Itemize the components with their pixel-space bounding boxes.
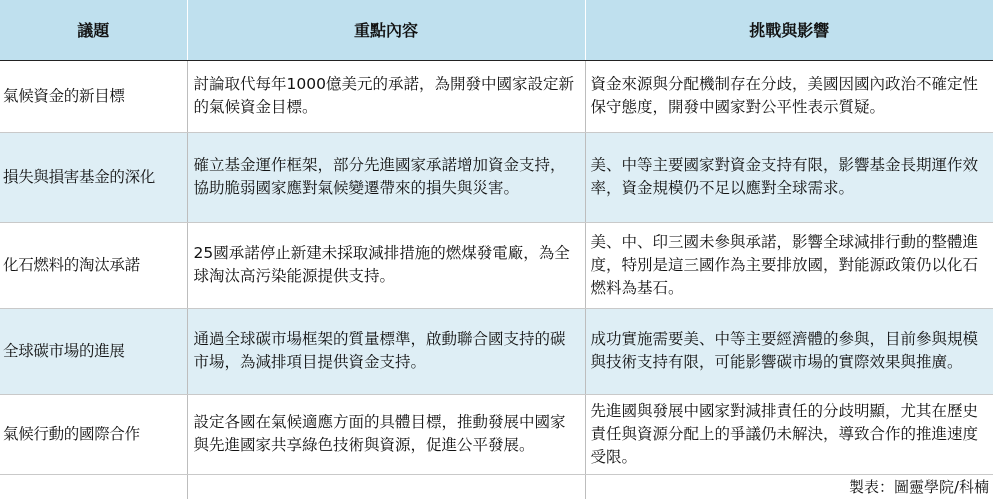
table-footer-row	[0, 474, 993, 499]
row-topic: 氣候行動的國際合作	[0, 394, 187, 474]
row-challenge: 美、中、印三國未參與承諾，影響全球減排行動的整體進度，特別是這三國作為主要排放國，對能源政策仍以化石燃料為基石。	[585, 222, 993, 308]
row-topic: 損失與損害基金的深化	[0, 132, 187, 222]
row-topic: 全球碳市場的進展	[0, 308, 187, 394]
row-content: 討論取代每年1000億美元的承諾，為開發中國家設定新的氣候資金目標。	[187, 60, 585, 132]
header-topic: 議題	[0, 0, 187, 60]
table-row	[0, 394, 993, 474]
row-content: 通過全球碳市場框架的質量標準，啟動聯合國支持的碳市場，為減排項目提供資金支持。	[187, 308, 585, 394]
footer-empty-cell	[187, 474, 585, 499]
header-challenge: 挑戰與影響	[585, 0, 993, 60]
row-content: 25國承諾停止新建未採取減排措施的燃煤發電廠，為全球淘汰高污染能源提供支持。	[187, 222, 585, 308]
table-row	[0, 222, 993, 308]
row-content: 設定各國在氣候適應方面的具體目標，推動發展中國家與先進國家共享綠色技術與資源，促進公平發展。	[187, 394, 585, 474]
row-challenge: 美、中等主要國家對資金支持有限，影響基金長期運作效率，資金規模仍不足以應對全球需求。	[585, 132, 993, 222]
row-topic: 氣候資金的新目標	[0, 60, 187, 132]
header-content: 重點內容	[187, 0, 585, 60]
row-challenge: 先進國與發展中國家對減排責任的分歧明顯，尤其在歷史責任與資源分配上的爭議仍未解決，導致合作的推進速度受限。	[585, 394, 993, 474]
table-header-row	[0, 0, 993, 60]
row-challenge: 資金來源與分配機制存在分歧，美國因國內政治不確定性保守態度，開發中國家對公平性表示質疑。	[585, 60, 993, 132]
row-topic: 化石燃料的淘汰承諾	[0, 222, 187, 308]
table-row	[0, 60, 993, 132]
row-challenge: 成功實施需要美、中等主要經濟體的參與，目前參與規模與技術支持有限，可能影響碳市場的實際效果與推廣。	[585, 308, 993, 394]
table-row	[0, 132, 993, 222]
table-row	[0, 308, 993, 394]
row-content: 確立基金運作框架，部分先進國家承諾增加資金支持，協助脆弱國家應對氣候變遷帶來的損失與災害。	[187, 132, 585, 222]
footer-empty-cell	[0, 474, 187, 499]
table-credit: 製表：圖靈學院/科楠	[585, 474, 993, 499]
